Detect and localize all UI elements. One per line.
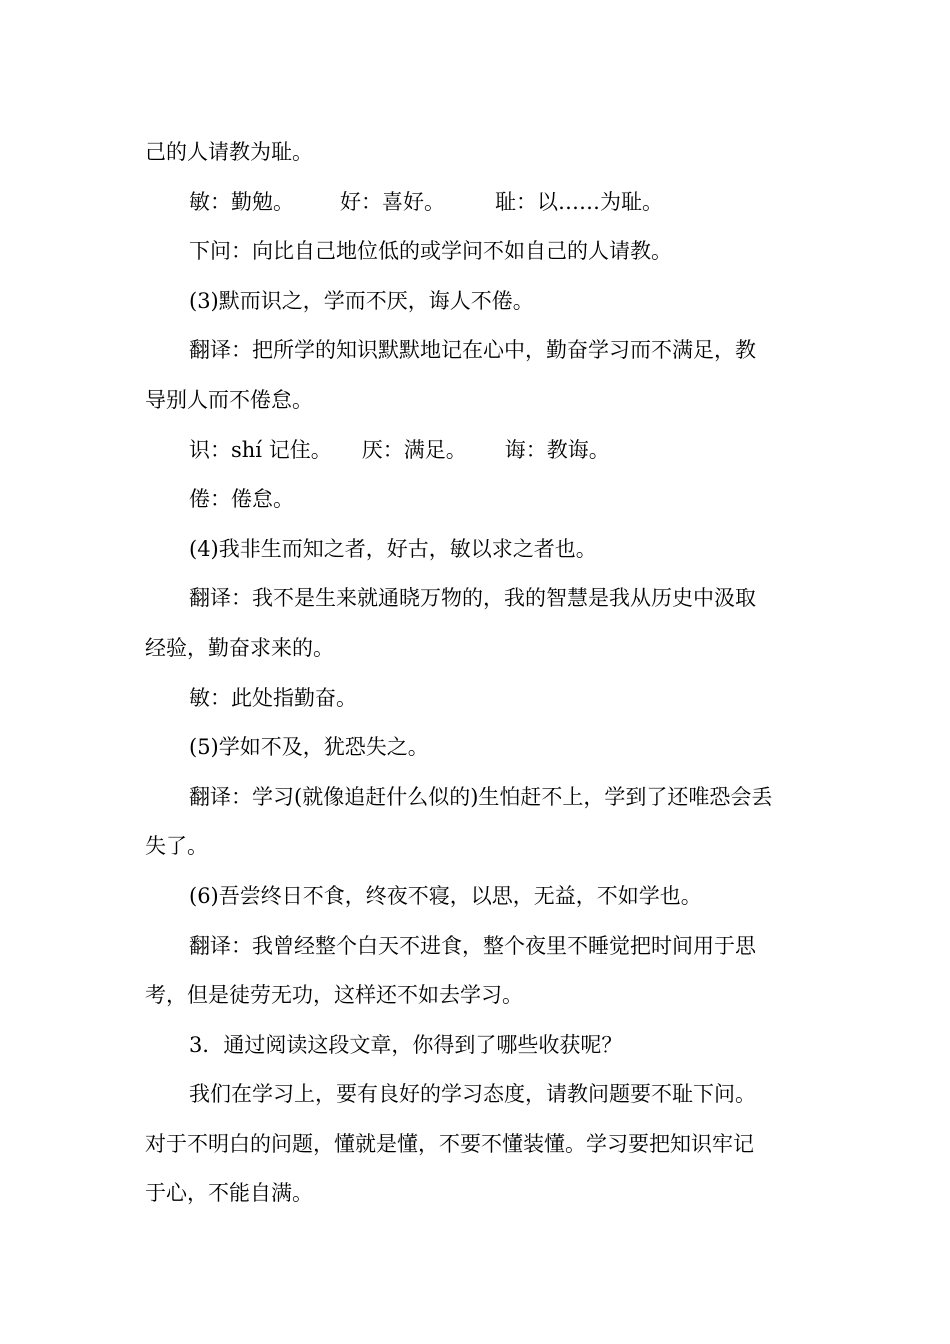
quote-line: (3)默而识之，学而不厌，诲人不倦。 <box>189 288 534 313</box>
translation-line: 翻译：我曾经整个白天不进食，整个夜里不睡觉把时间用于思 <box>189 933 756 958</box>
answer-line: 于心，不能自满。 <box>145 1181 313 1206</box>
definition-hui: 诲：教诲。 <box>504 437 610 462</box>
quote-line: (4)我非生而知之者，好古，敏以求之者也。 <box>189 536 597 561</box>
text-line: 失了。 <box>145 834 208 859</box>
document-body <box>145 128 807 1219</box>
definition-chi: 耻：以……为耻。 <box>495 189 663 214</box>
text-line: 导别人而不倦怠。 <box>145 387 313 412</box>
definition-line <box>145 426 807 476</box>
translation-line: 翻译：我不是生来就通晓万物的，我的智慧是我从历史中汲取 <box>189 586 756 611</box>
quote-line: (6)吾尝终日不食，终夜不寝，以思，无益，不如学也。 <box>189 883 702 908</box>
text-line: 考，但是徒劳无功，这样还不如去学习。 <box>145 983 523 1008</box>
quote-line: (5)学如不及，犹恐失之。 <box>189 735 429 760</box>
text-line: 己的人请教为耻。 <box>145 140 313 164</box>
definition-line: 倦：倦怠。 <box>189 487 294 512</box>
answer-line: 对于不明白的问题，懂就是懂，不要不懂装懂。学习要把知识牢记 <box>145 1131 754 1156</box>
translation-line: 翻译：把所学的知识默默地记在心中，勤奋学习而不满足，教 <box>189 338 756 363</box>
definition-hao: 好：喜好。 <box>340 189 445 214</box>
answer-line: 我们在学习上，要有良好的学习态度，请教问题要不耻下问。 <box>189 1082 756 1107</box>
definition-line: 敏：此处指勤奋。 <box>189 685 357 710</box>
definition-min: 敏：勤勉。 <box>189 189 294 214</box>
definition-line <box>145 178 807 228</box>
question-line: 3．通过阅读这段文章，你得到了哪些收获呢？ <box>189 1032 623 1057</box>
text-line: 经验，勤奋求来的。 <box>145 635 334 660</box>
definition-yan: 厌：满足。 <box>361 437 467 462</box>
translation-line: 翻译：学习(就像追赶什么似的)生怕赶不上，学到了还唯恐会丢 <box>189 784 773 809</box>
text-line: 下问：向比自己地位低的或学问不如自己的人请教。 <box>189 239 672 264</box>
definition-shi: 识：shí 记住。 <box>189 437 332 462</box>
